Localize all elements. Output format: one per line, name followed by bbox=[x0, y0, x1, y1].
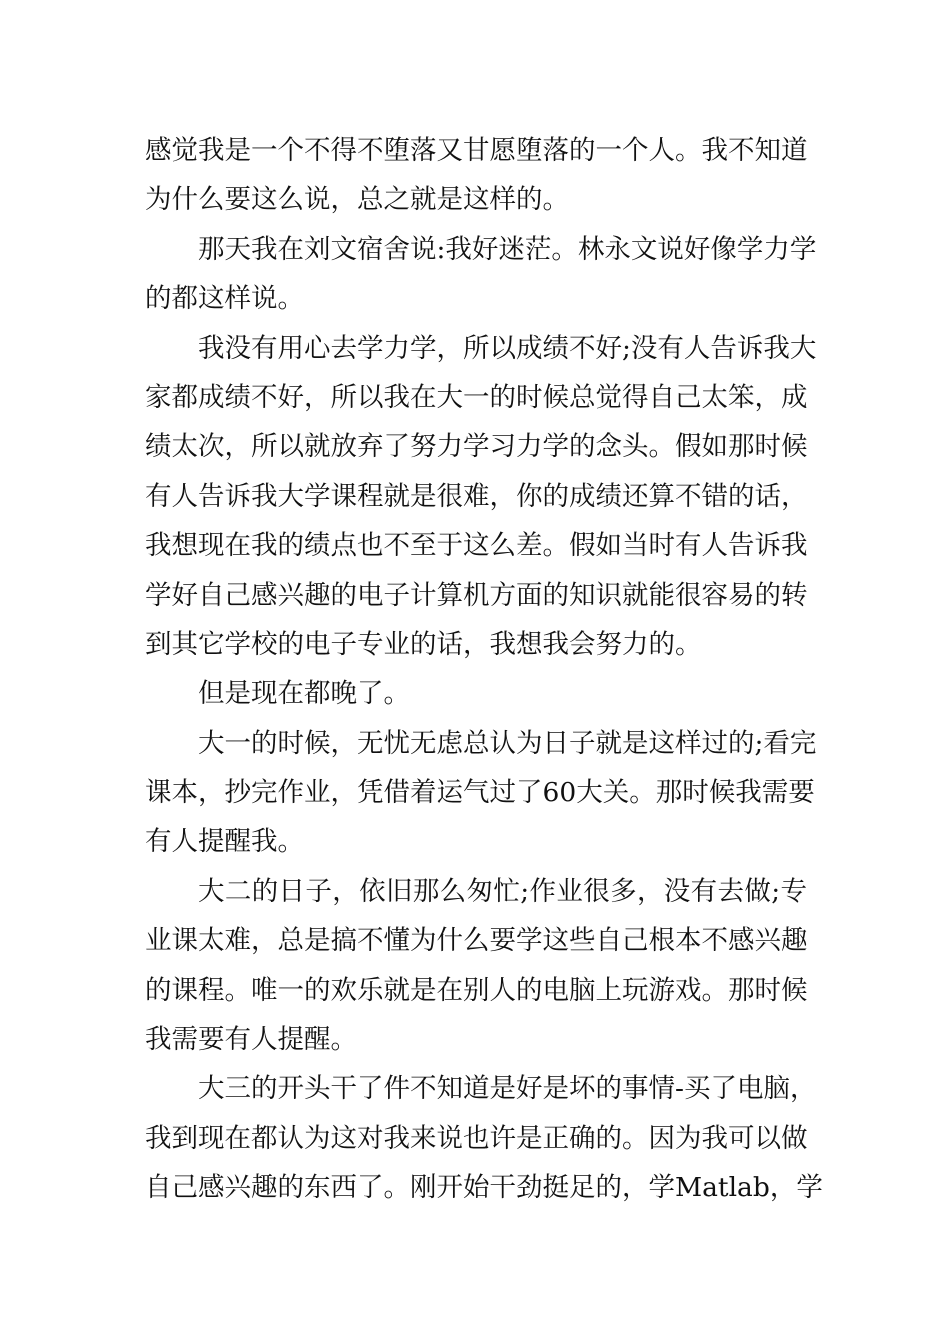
text-line: 课本，抄完作业，凭借着运气过了60大关。那时候我需要 bbox=[145, 777, 815, 809]
text-line: 感觉我是一个不得不堕落又甘愿堕落的一个人。我不知道 bbox=[145, 135, 808, 166]
text-line: 但是现在都晚了。 bbox=[198, 678, 410, 710]
text-line: 到其它学校的电子专业的话，我想我会努力的。 bbox=[145, 628, 702, 660]
text-line: 绩太次，所以就放弃了努力学习力学的念头。假如那时候 bbox=[145, 431, 808, 463]
text-line: 业课太难，总是搞不懂为什么要学这些自己根本不感兴趣 bbox=[145, 925, 808, 957]
text-line: 为什么要这么说，总之就是这样的。 bbox=[145, 184, 569, 216]
text-line: 那天我在刘文宿舍说:我好迷茫。林永文说好像学力学 bbox=[198, 233, 817, 265]
text-line: 大二的日子，依旧那么匆忙;作业很多，没有去做;专 bbox=[198, 875, 807, 907]
text-line: 自己感兴趣的东西了。刚开始干劲挺足的，学Matlab，学 bbox=[145, 1172, 823, 1204]
text-line: 学好自己感兴趣的电子计算机方面的知识就能很容易的转 bbox=[145, 579, 808, 611]
text-line: 我没有用心去学力学，所以成绩不好;没有人告诉我大 bbox=[198, 332, 817, 364]
text-line: 我想现在我的绩点也不至于这么差。假如当时有人告诉我 bbox=[145, 530, 808, 562]
text-line: 的都这样说。 bbox=[145, 283, 304, 315]
text-line: 有人告诉我大学课程就是很难，你的成绩还算不错的话， bbox=[145, 480, 808, 512]
text-line: 我需要有人提醒。 bbox=[145, 1024, 357, 1056]
text-line: 大三的开头干了件不知道是好是坏的事情-买了电脑， bbox=[198, 1073, 817, 1105]
text-line: 大一的时候，无忧无虑总认为日子就是这样过的;看完 bbox=[198, 727, 817, 759]
text-line: 我到现在都认为这对我来说也许是正确的。因为我可以做 bbox=[145, 1122, 808, 1154]
document-body bbox=[145, 126, 823, 1213]
text-line: 家都成绩不好，所以我在大一的时候总觉得自己太笨，成 bbox=[145, 381, 808, 413]
text-line: 的课程。唯一的欢乐就是在别人的电脑上玩游戏。那时候 bbox=[145, 974, 808, 1006]
text-line: 有人提醒我。 bbox=[145, 826, 304, 858]
